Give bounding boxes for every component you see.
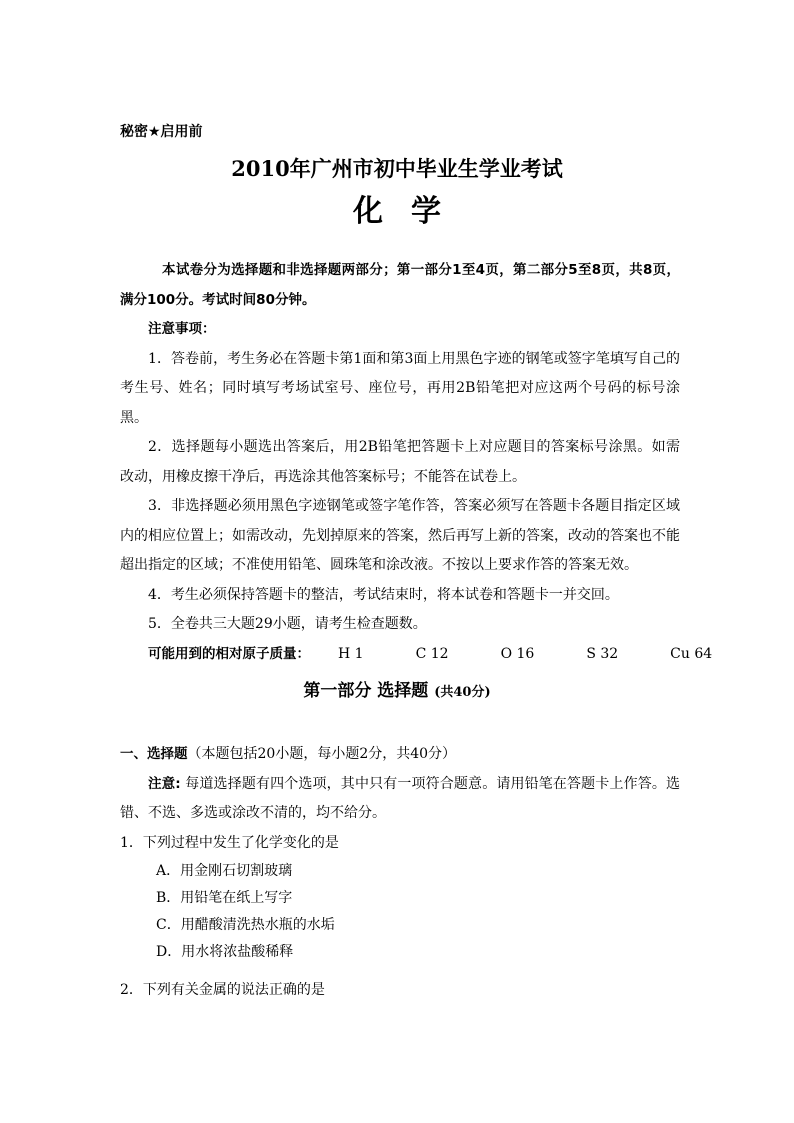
section-heading: 一、选择题 — [120, 746, 188, 762]
atomic-mass-label: 可能用到的相对原子质量： — [148, 645, 310, 662]
question-2-stem: 2．下列有关金属的说法正确的是 — [120, 982, 325, 998]
secret-mark: 秘密★启用前 — [120, 124, 203, 140]
question-1-option-b: B．用铅笔在纸上写字 — [156, 890, 293, 906]
question-1-option-d: D．用水将浓盐酸稀释 — [156, 944, 294, 960]
part-one-title-note: (共40分) — [434, 685, 491, 700]
intro-paragraph: 本试卷分为选择题和非选择题两部分；第一部分1至4页，第二部分5至8页，共8页，满分100分。考试时间80分钟。 — [120, 262, 680, 308]
instruction-item-5: 5．全卷共三大题29小题，请考生检查题数。 — [148, 616, 427, 632]
notice-text: 每道选择题有四个选项，其中只有一项符合题意。请用铅笔在答题卡上作答。选错、不选、多选或涂改不清的，均不给分。 — [120, 775, 680, 821]
section-note: （本题包括20小题，每小题2分，共40分） — [187, 746, 457, 762]
question-1-stem: 1．下列过程中发生了化学变化的是 — [120, 834, 339, 851]
atomic-mass-item: O 16 — [500, 645, 535, 662]
exam-title: 2010年广州市初中毕业生学业考试 — [231, 156, 563, 181]
part-one-title — [0, 676, 794, 701]
notice-paragraph — [120, 770, 680, 829]
instruction-item-4: 4．考生必须保持答题卡的整洁，考试结束时，将本试卷和答题卡一并交回。 — [148, 586, 619, 603]
part-one-title-text: 第一部分 选择题 — [303, 681, 429, 701]
notice-label: 注意: — [148, 775, 181, 792]
subject-title: 化学 — [353, 194, 469, 229]
section-heading-line — [120, 740, 680, 770]
instruction-item-2: 2．选择题每小题选出答案后，用2B铅笔把答题卡上对应题目的答案标号涂黑。如需改动，用橡皮擦干净后，再选涂其他答案标号；不能答在试卷上。 — [120, 439, 680, 485]
atomic-mass-item: S 32 — [586, 645, 619, 662]
instruction-item-1: 1．答卷前，考生务必在答题卡第1面和第3面上用黑色字迹的钢笔或签字笔填写自己的考生号、姓名；同时填写考场试室号、座位号，再用2B铅笔把对应这两个号码的标号涂黑。 — [120, 350, 680, 426]
notes-heading: 注意事项： — [148, 321, 216, 337]
question-1-option-a: A．用金刚石切割玻璃 — [156, 863, 293, 879]
instruction-item-3: 3．非选择题必须用黑色字迹钢笔或签字笔作答，答案必须写在答题卡各题目指定区域内的相应位置上；如需改动，先划掉原来的答案，然后再写上新的答案，改动的答案也不能超出指定的区域；不准使用铅笔、圆珠笔和涂改液。不按以上要求作答的答案无效。 — [120, 498, 680, 573]
question-1-option-c: C．用醋酸清洗热水瓶的水垢 — [156, 917, 335, 933]
atomic-masses-line — [120, 640, 713, 670]
atomic-mass-item: C 12 — [415, 645, 449, 662]
part-one-section — [120, 740, 680, 1006]
instructions-section — [120, 256, 713, 669]
atomic-mass-item: H 1 — [338, 645, 364, 662]
atomic-mass-item: Cu 64 — [670, 645, 713, 662]
